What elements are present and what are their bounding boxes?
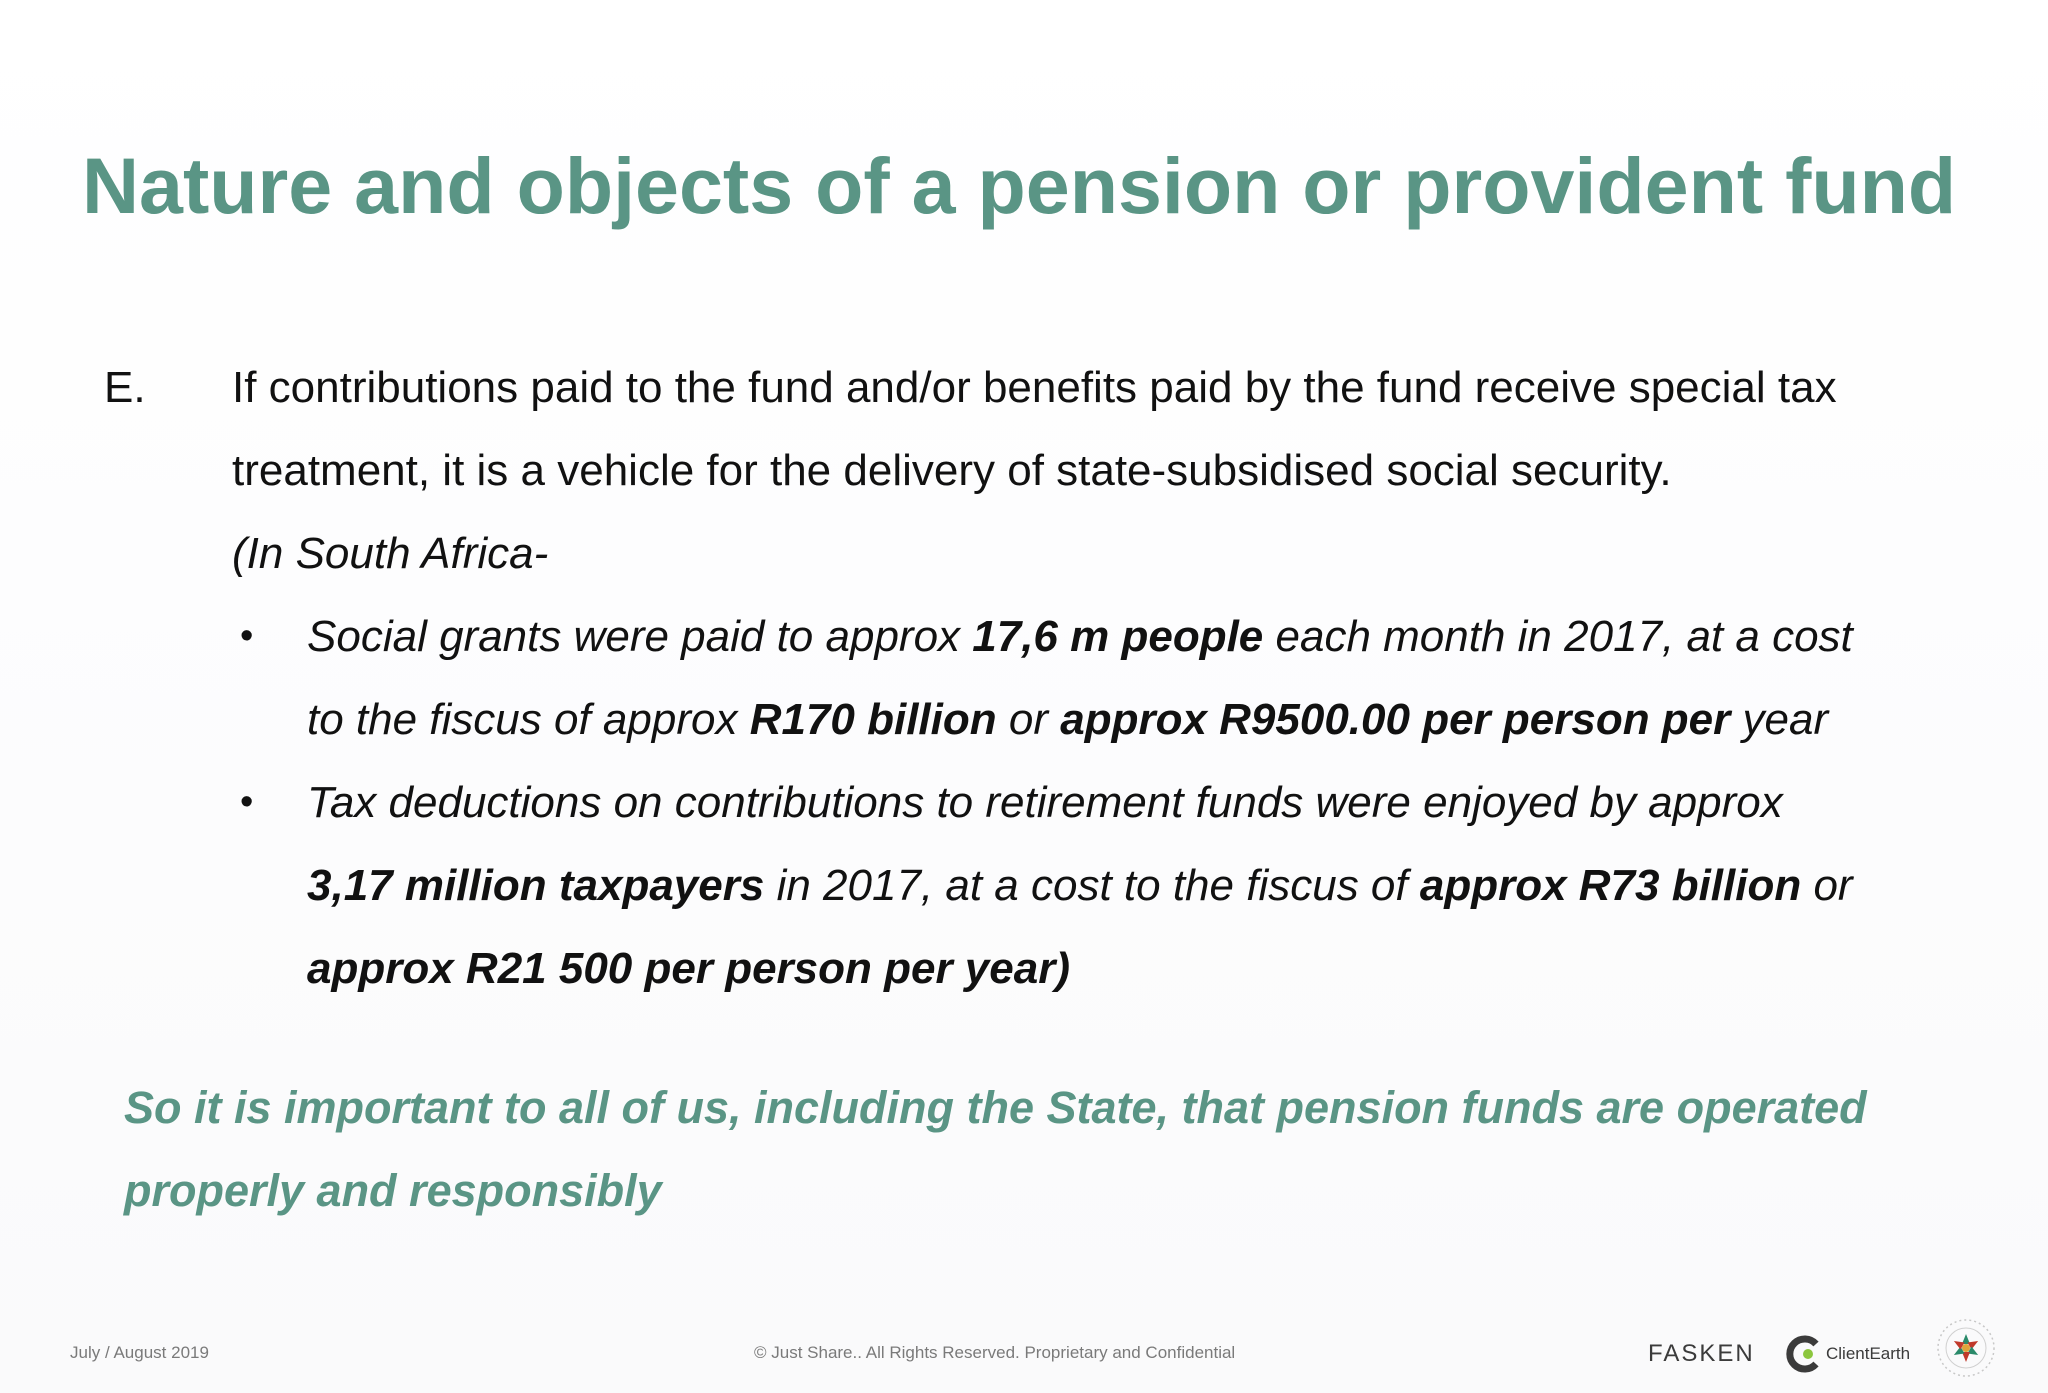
bullet-2-line-1-text-a: Tax deductions on contributions to retirement funds were enjoyed by approx [307,778,1783,827]
bullet-1-line-1-text-a: Social grants were paid to approx [307,612,973,661]
clientearth-logo [1786,1333,1910,1375]
clientearth-logo-text: ClientEarth [1826,1344,1911,1363]
bullet-marker: • [240,615,254,657]
conclusion-line-2: properly and responsibly [124,1165,662,1216]
conclusion-line-1: So it is important to all of us, including the State, that pension funds are operated [124,1082,1867,1133]
bullet-marker: • [240,781,254,823]
footer-copyright: © Just Share.. All Rights Reserved. Proprietary and Confidential [754,1343,1236,1362]
bullet-2-line-2-text-b: in 2017, at a cost to the fiscus of [764,861,1420,910]
bullet-1-line-1-text-b: 17,6 m people [972,612,1264,661]
paragraph-line-3: (In South Africa- [232,529,549,578]
emblem-seal-icon [1934,1316,1998,1380]
bullet-1-line-2-text-c: or [996,695,1061,744]
bullet-2-line-2-text-a: 3,17 million taxpayers [307,861,765,910]
bullet-2-line-2-text-d: or [1801,861,1853,910]
bullet-2-line-2-text-c: approx R73 billion [1419,861,1802,910]
page-title: Nature and objects of a pension or provident fund [82,141,1957,230]
bullet-2-line-3-text-a: approx R21 500 per person per year) [307,944,1070,993]
bullet-1-line-2-text-b: R170 billion [749,695,997,744]
bullet-1-line-2-text-a: to the fiscus of approx [307,695,750,744]
clientearth-logo-icon [1786,1334,1824,1374]
bullet-2-line-3 [307,927,1070,1010]
paragraph-line-2: treatment, it is a vehicle for the delivery of state-subsidised social security. [232,446,1672,495]
bullet-1-line-2 [307,678,1828,761]
bullet-2-line-2 [307,844,1853,927]
bullet-1-line-1 [307,595,1853,678]
item-letter: E. [104,363,146,412]
bullet-1-line-2-text-d: approx R9500.00 per person per [1060,695,1731,744]
fasken-logo: FASKEN [1648,1340,1755,1367]
bullet-1-line-1-text-c: each month in 2017, at a cost [1263,612,1853,661]
bullet-2-line-1 [307,761,1783,844]
paragraph-line-1: If contributions paid to the fund and/or benefits paid by the fund receive special tax [232,363,1837,412]
bullet-1-line-2-text-e: year [1730,695,1829,744]
footer-date: July / August 2019 [70,1343,209,1362]
